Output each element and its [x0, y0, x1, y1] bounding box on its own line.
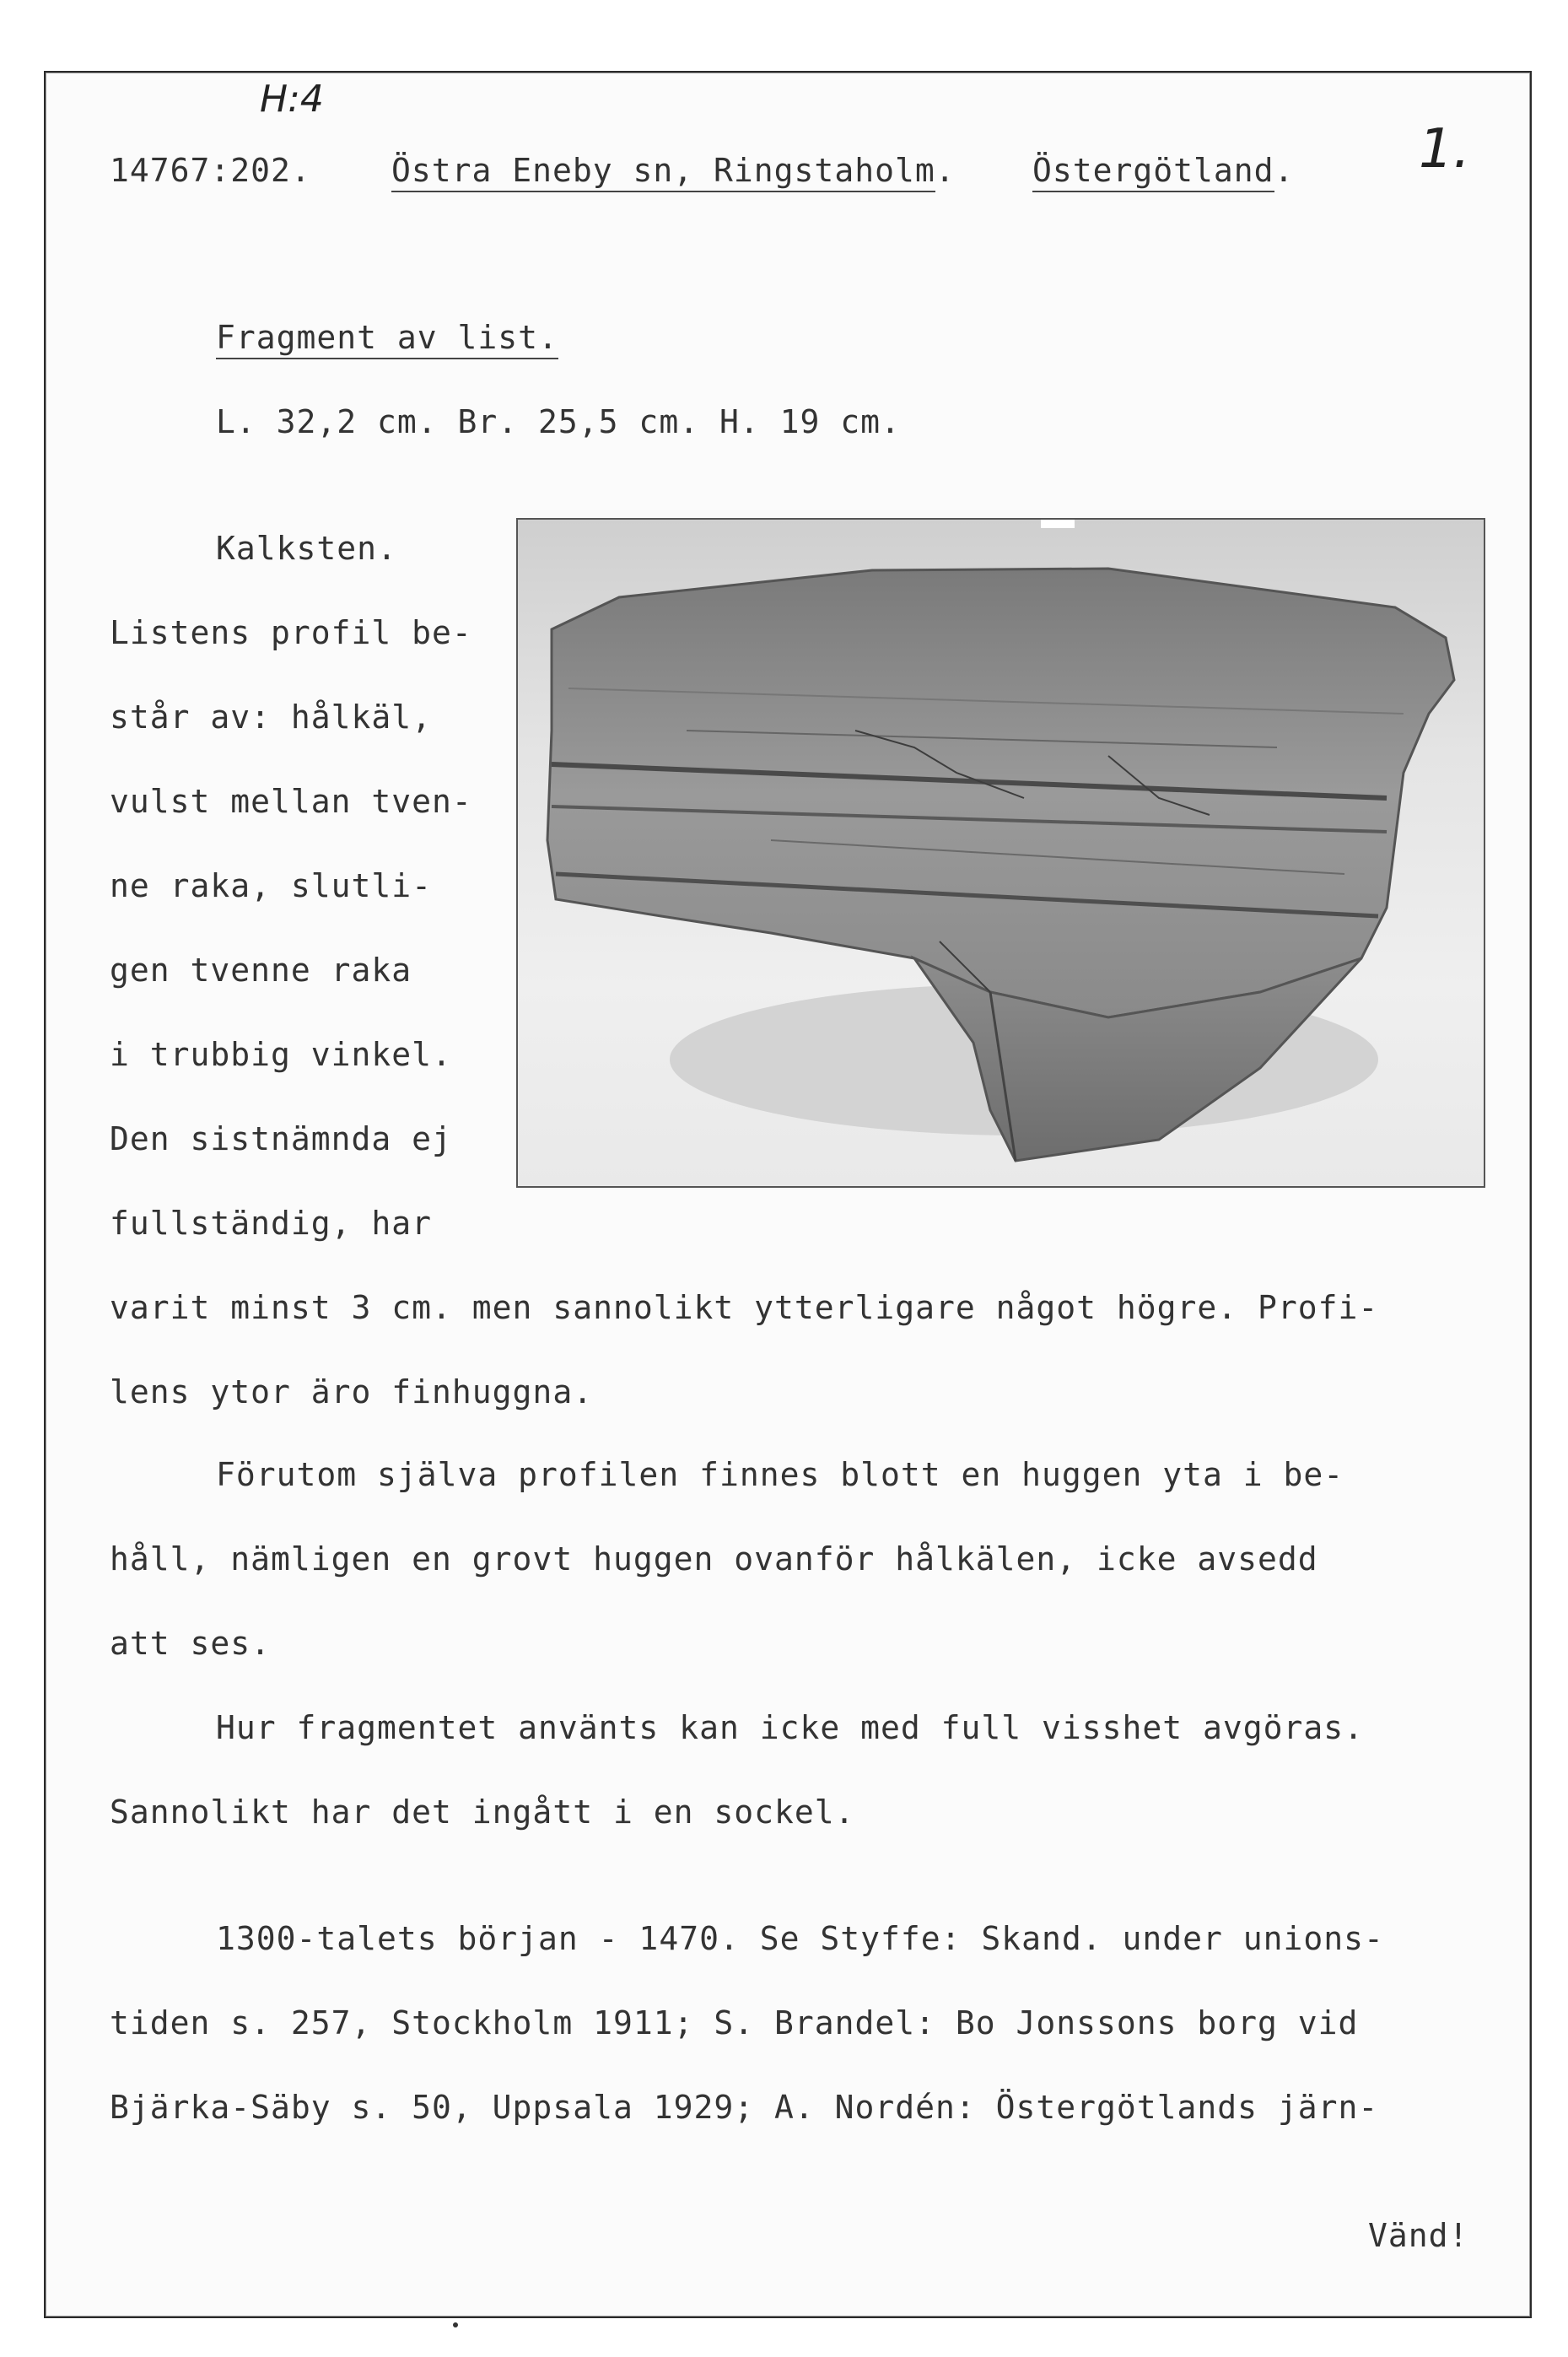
body-line-7: Sannolikt har det ingått i en sockel. [110, 1793, 855, 1831]
location-sep: . [935, 152, 956, 189]
side-line-1: Kalksten. [216, 530, 397, 567]
turn-over-note: Vänd! [1368, 2217, 1469, 2254]
body-line-5: att ses. [110, 1625, 272, 1662]
body-line-2: lens ytor äro finhuggna. [110, 1373, 594, 1410]
stone-fragment-image [518, 520, 1484, 1186]
paper-speck [453, 2322, 458, 2327]
region [1032, 152, 1294, 189]
page-number: 1. [1419, 118, 1471, 181]
side-line-4: vulst mellan tven- [110, 783, 472, 820]
side-line-2: Listens profil be- [110, 614, 472, 651]
body-line-6: Hur fragmentet använts kan icke med full visshet avgöras. [216, 1709, 1365, 1746]
body-line-3: Förutom själva profilen finnes blott en huggen yta i be- [216, 1456, 1344, 1493]
region-sep: . [1274, 152, 1295, 189]
side-line-8: Den sistnämnda ej [110, 1120, 452, 1157]
fragment-photo [516, 518, 1485, 1188]
side-line-5: ne raka, slutli- [110, 867, 433, 904]
side-line-9: fullständig, har [110, 1205, 433, 1242]
body-line-9: tiden s. 257, Stockholm 1911; S. Brandel: Bo Jonssons borg vid [110, 2004, 1359, 2041]
location [391, 152, 956, 189]
body-line-8: 1300-talets början - 1470. Se Styffe: Skand. under unions- [216, 1920, 1384, 1957]
catalog-number: 14767:202. [110, 152, 311, 189]
handwritten-mark: H:4 [260, 78, 324, 121]
body-line-4: håll, nämligen en grovt huggen ovanför hålkälen, icke avsedd [110, 1540, 1318, 1578]
body-line-1: varit minst 3 cm. men sannolikt ytterligare något högre. Profi- [110, 1289, 1379, 1326]
region-underlined: Östergötland [1032, 152, 1274, 192]
location-underlined: Östra Eneby sn, Ringstaholm [391, 152, 935, 192]
side-line-7: i trubbig vinkel. [110, 1036, 452, 1073]
page-title [216, 319, 558, 356]
side-line-6: gen tvenne raka [110, 952, 412, 989]
side-line-3: står av: hålkäl, [110, 698, 433, 736]
dimensions: L. 32,2 cm. Br. 25,5 cm. H. 19 cm. [216, 403, 901, 440]
body-line-10: Bjärka-Säby s. 50, Uppsala 1929; A. Nordén: Östergötlands järn- [110, 2089, 1379, 2126]
title-underlined: Fragment av list. [216, 319, 558, 359]
